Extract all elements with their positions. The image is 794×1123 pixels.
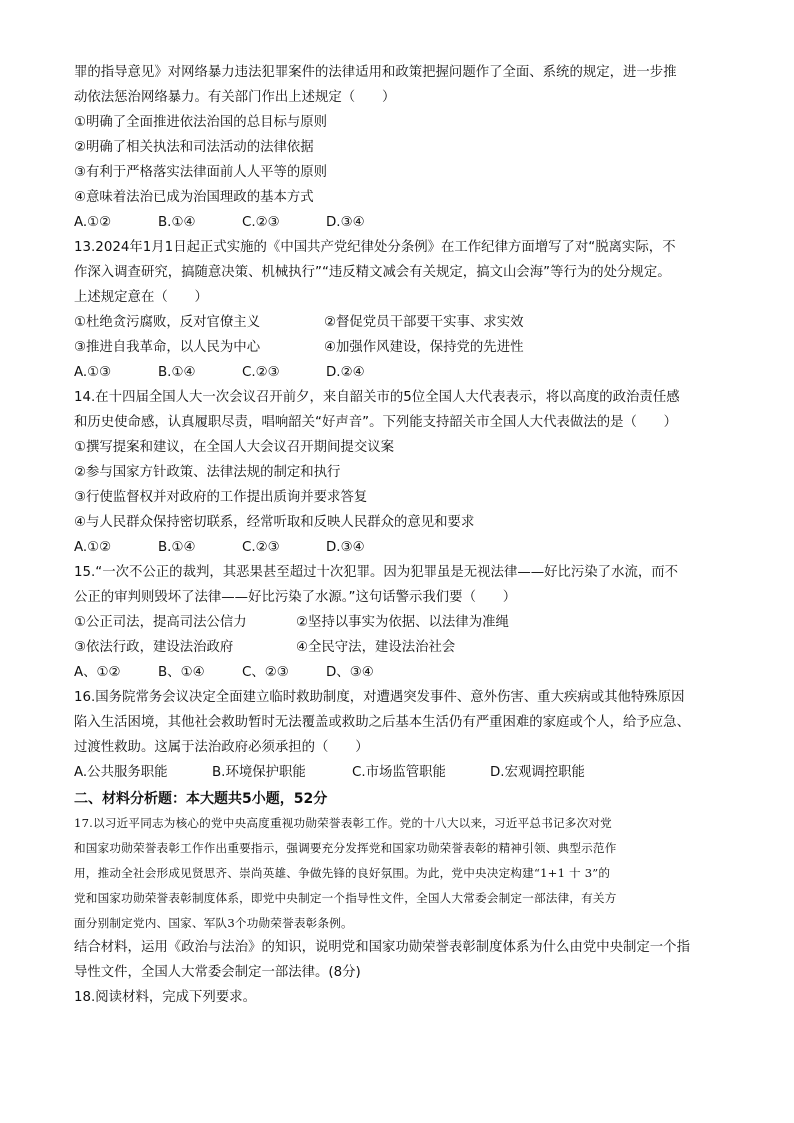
q13-text-line-1: 13.2024年1月1日起正式实施的《中国共产党纪律处分条例》在工作纪律方面增写了对“脱离实际，不 — [74, 240, 676, 255]
q15-item-2: ②坚持以事实为依据、以法律为准绳 — [296, 615, 509, 630]
q15-item-4: ④全民守法，建设法治社会 — [296, 640, 456, 655]
q17-material-line-4: 党和国家功勋荣誉表彰制度体系，即党中央制定一个指导性文件，全国人大常委会制定一部法律，有关方 — [74, 891, 617, 905]
q16-text-line-1: 16.国务院常务会议决定全面建立临时救助制度，对遭遇突发事件、意外伤害、重大疾病或其他特殊原因 — [74, 690, 685, 705]
q15-option-a: A、①② — [74, 665, 121, 680]
q17-material-line-5: 面分别制定党内、国家、军队3个功勋荣誉表彰条例。 — [74, 916, 353, 930]
q14-item-3: ③行使监督权并对政府的工作提出质询并要求答复 — [74, 490, 368, 505]
q16-option-d: D.宏观调控职能 — [490, 765, 585, 780]
q16-option-c: C.市场监管职能 — [352, 765, 446, 780]
q15-option-b: B、①④ — [158, 665, 205, 680]
q13-item-4: ④加强作风建设，保持党的先进性 — [324, 340, 524, 355]
q12-item-3: ③有利于严格落实法律面前人人平等的原则 — [74, 165, 328, 180]
q15-item-3: ③依法行政，建设法治政府 — [74, 640, 234, 655]
q12-item-2: ②明确了相关执法和司法活动的法律依据 — [74, 140, 314, 155]
q15-text-line-2: 公正的审判则毁坏了法律——好比污染了水源。”这句话警示我们要（ ） — [74, 590, 517, 605]
q12-text-line-1: 罪的指导意见》对网络暴力违法犯罪案件的法律适用和政策把握问题作了全面、系统的规定，进一步推 — [74, 65, 677, 80]
q13-items-row-1 — [74, 311, 724, 335]
q13-option-a: A.①③ — [74, 365, 112, 380]
q15-items-row-2 — [74, 636, 724, 660]
q12-option-b: B.①④ — [158, 215, 196, 230]
q15-item-1: ①公正司法，提高司法公信力 — [74, 615, 247, 630]
q13-option-b: B.①④ — [158, 365, 196, 380]
q16-option-b: B.环境保护职能 — [212, 765, 306, 780]
q13-item-2: ②督促党员干部要干实事、求实效 — [324, 315, 524, 330]
q14-text-line-2: 和历史使命感，认真履职尽责，唱响韶关“好声音”。下列能支持韶关市全国人大代表做法的是（ ） — [74, 415, 678, 430]
q13-option-d: D.②④ — [326, 365, 365, 380]
q13-item-1: ①杜绝贪污腐败，反对官僚主义 — [74, 315, 261, 330]
q17-question-line-1: 结合材料，运用《政治与法治》的知识，说明党和国家功勋荣誉表彰制度体系为什么由党中央制定一个指 — [74, 940, 690, 955]
q14-option-d: D.③④ — [326, 540, 365, 555]
q16-options — [74, 761, 724, 785]
q13-items-row-2 — [74, 336, 724, 360]
q15-items-row-1 — [74, 611, 724, 635]
q18-text-line-1: 18.阅读材料，完成下列要求。 — [74, 990, 256, 1005]
q12-option-d: D.③④ — [326, 215, 365, 230]
q14-options — [74, 536, 724, 560]
q17-material-line-1: 17.以习近平同志为核心的党中央高度重视功勋荣誉表彰工作。党的十八大以来，习近平总书记多次对党 — [74, 816, 612, 830]
q14-option-a: A.①② — [74, 540, 112, 555]
q14-option-c: C.②③ — [242, 540, 280, 555]
q17-material-line-2: 和国家功勋荣誉表彰工作作出重要指示，强调要充分发挥党和国家功勋荣誉表彰的精神引领、典型示范作 — [74, 841, 617, 855]
q12-item-4: ④意味着法治已成为治国理政的基本方式 — [74, 190, 314, 205]
q14-text-line-1: 14.在十四届全国人大一次会议召开前夕，来自韶关市的5位全国人大代表表示，将以高度的政治责任感 — [74, 390, 680, 405]
q14-item-4: ④与人民群众保持密切联系，经常听取和反映人民群众的意见和要求 — [74, 515, 475, 530]
q14-option-b: B.①④ — [158, 540, 196, 555]
q16-text-line-3: 过渡性救助。这属于法治政府必须承担的（ ） — [74, 740, 369, 755]
q13-item-3: ③推进自我革命，以人民为中心 — [74, 340, 261, 355]
q12-option-a: A.①② — [74, 215, 112, 230]
q13-options — [74, 361, 724, 385]
q15-option-c: C、②③ — [242, 665, 289, 680]
q17-question-line-2: 导性文件，全国人大常委会制定一部法律。(8分) — [74, 965, 361, 980]
q12-options — [74, 211, 724, 235]
q16-text-line-2: 陷入生活困境，其他社会救助暂时无法覆盖或救助之后基本生活仍有严重困难的家庭或个人，给予应急、 — [74, 715, 690, 730]
q13-text-line-3: 上述规定意在（ ） — [74, 290, 208, 305]
q12-option-c: C.②③ — [242, 215, 280, 230]
q15-options — [74, 661, 724, 685]
q13-text-line-2: 作深入调查研究，搞随意决策、机械执行”“违反精文减会有关规定，搞文山会海”等行为的处分规定。 — [74, 265, 671, 280]
q15-option-d: D、③④ — [326, 665, 374, 680]
q16-option-a: A.公共服务职能 — [74, 765, 168, 780]
q17-material-line-3: 用，推动全社会形成见贤思齐、崇尚英雄、争做先锋的良好氛围。为此，党中央决定构建“1+1 十 3”的 — [74, 866, 611, 880]
q14-item-1: ①撰写提案和建议，在全国人大会议召开期间提交议案 — [74, 440, 394, 455]
q14-item-2: ②参与国家方针政策、法律法规的制定和执行 — [74, 465, 341, 480]
section-2-heading: 二、材料分析题：本大题共5小题，52分 — [74, 791, 328, 807]
q12-text-line-2: 动依法惩治网络暴力。有关部门作出上述规定（ ） — [74, 90, 396, 105]
q12-item-1: ①明确了全面推进依法治国的总目标与原则 — [74, 115, 328, 130]
q13-option-c: C.②③ — [242, 365, 280, 380]
q15-text-line-1: 15.“一次不公正的裁判，其恶果甚至超过十次犯罪。因为犯罪虽是无视法律——好比污染了水流，而不 — [74, 565, 679, 580]
